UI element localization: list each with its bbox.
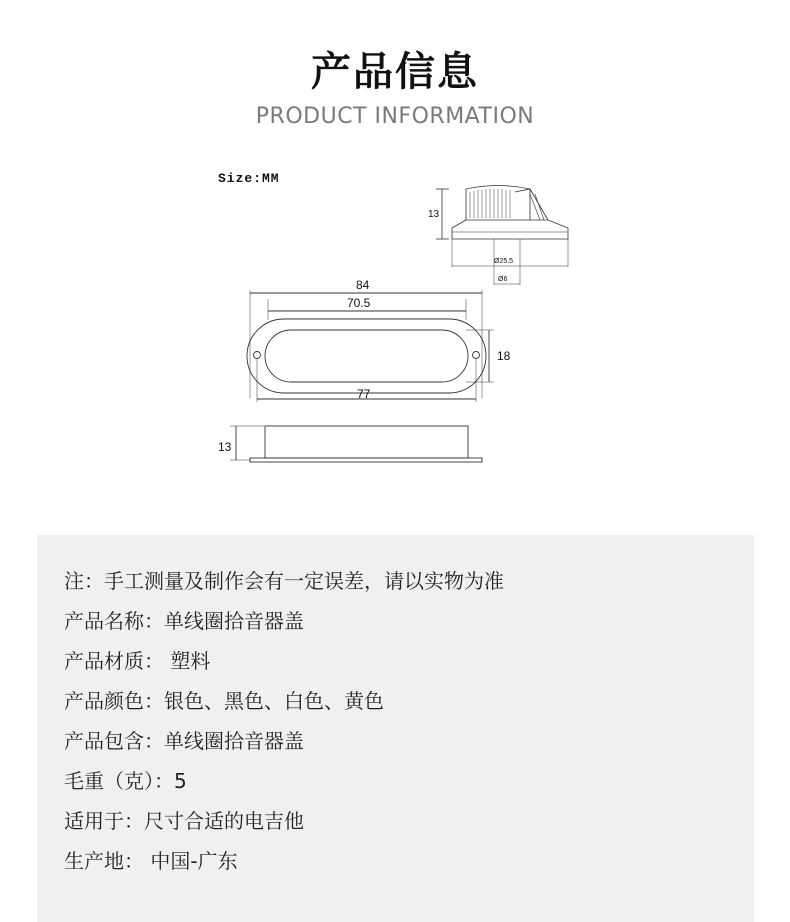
info-line-name: 产品名称：单线圈拾音器盖 bbox=[64, 609, 304, 633]
product-info-panel bbox=[37, 535, 754, 922]
info-line-colors: 产品颜色：银色、黑色、白色、黄色 bbox=[64, 689, 384, 713]
front-profile-view bbox=[230, 426, 482, 462]
hole-diameter-label: Ø6 bbox=[498, 276, 508, 283]
height-label: 18 bbox=[497, 349, 511, 363]
base-diameter-label: Ø25.5 bbox=[494, 258, 514, 265]
info-line-material: 产品材质： 塑料 bbox=[64, 649, 211, 673]
profile-height-label: 13 bbox=[218, 440, 232, 454]
info-line-origin: 生产地： 中国-广东 bbox=[64, 849, 238, 873]
info-line-weight: 毛重（克）：5 bbox=[64, 769, 187, 793]
info-line-note: 注：手工测量及制作会有一定误差，请以实物为准 bbox=[64, 569, 504, 593]
top-view-cover bbox=[247, 290, 494, 402]
hole-spacing-label: 77 bbox=[357, 387, 371, 401]
info-line-contents: 产品包含：单线圈拾音器盖 bbox=[64, 729, 304, 753]
page-title: 产品信息 bbox=[311, 49, 479, 95]
page-subtitle: PRODUCT INFORMATION bbox=[255, 104, 535, 129]
inner-length-label: 70.5 bbox=[347, 296, 371, 310]
info-line-compatibility: 适用于：尺寸合适的电吉他 bbox=[64, 809, 304, 833]
overall-length-label: 84 bbox=[356, 278, 370, 292]
dimension-drawing bbox=[0, 160, 790, 490]
side-view-knob bbox=[436, 186, 568, 286]
side-height-label: 13 bbox=[428, 209, 440, 220]
size-label: Size:MM bbox=[218, 171, 280, 186]
